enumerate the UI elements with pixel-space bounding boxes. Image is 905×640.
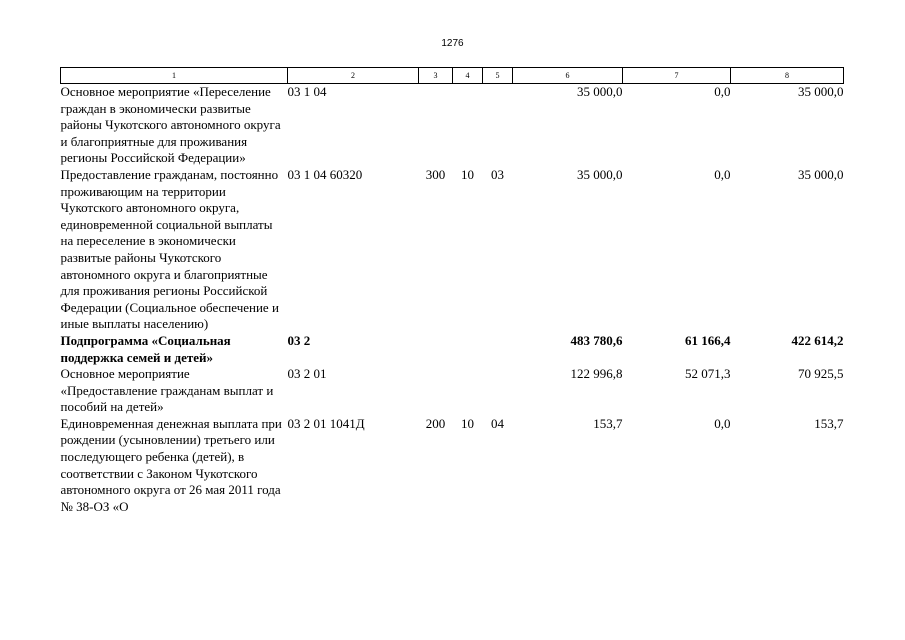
column-number-header-row bbox=[61, 68, 844, 84]
column-header-4: 4 bbox=[453, 68, 483, 84]
row-col8: 153,7 bbox=[814, 415, 844, 431]
column-header-8: 8 bbox=[731, 68, 844, 84]
row-col3 bbox=[419, 366, 453, 416]
row-col3: 200 bbox=[425, 415, 446, 431]
row-name: Основное мероприятие «Предоставление гражданам выплат и пособий на детей» bbox=[60, 366, 274, 415]
row-col8: 422 614,2 bbox=[791, 332, 844, 348]
row-col7: 0,0 bbox=[714, 166, 731, 182]
row-col6: 35 000,0 bbox=[577, 166, 623, 182]
row-col5: 04 bbox=[491, 415, 504, 431]
row-col7: 52 071,3 bbox=[685, 366, 731, 382]
budget-table bbox=[60, 67, 844, 515]
row-col7: 61 166,4 bbox=[685, 332, 731, 348]
row-col5 bbox=[483, 366, 513, 416]
row-col8: 35 000,0 bbox=[798, 166, 844, 182]
row-code: 03 1 04 60320 bbox=[287, 166, 363, 182]
row-col8: 70 925,5 bbox=[798, 366, 844, 382]
row-name: Основное мероприятие «Переселение граждан в экономически развитые районы Чукотского автономного округа и благоприятные для проживания регионы Российской Федерации» bbox=[60, 84, 281, 166]
row-col3 bbox=[419, 333, 453, 366]
table-row bbox=[61, 84, 844, 167]
table-row bbox=[61, 366, 844, 416]
row-col5 bbox=[483, 84, 513, 167]
table-row bbox=[61, 167, 844, 333]
row-col3 bbox=[419, 84, 453, 167]
row-code: 03 2 01 1041Д bbox=[287, 415, 365, 431]
row-col7: 0,0 bbox=[714, 84, 731, 99]
row-name: Единовременная денежная выплата при рождении (усыновлении) третьего или последующего ребенка (детей), в соответствии с Законом Чукотского автономного округа от 26 мая 2011 года № 38-ОЗ «О bbox=[60, 415, 282, 514]
column-header-2: 2 bbox=[288, 68, 419, 84]
row-col6: 483 780,6 bbox=[570, 332, 623, 348]
row-col3: 300 bbox=[425, 166, 446, 182]
column-header-5: 5 bbox=[483, 68, 513, 84]
row-col7: 0,0 bbox=[714, 415, 731, 431]
column-header-3: 3 bbox=[419, 68, 453, 84]
row-col4: 10 bbox=[461, 166, 474, 182]
table-row-subprogram bbox=[61, 333, 844, 366]
row-col4 bbox=[453, 84, 483, 167]
row-name: Подпрограмма «Социальная поддержка семей и детей» bbox=[60, 332, 231, 365]
column-header-6: 6 bbox=[513, 68, 623, 84]
column-header-1: 1 bbox=[61, 68, 288, 84]
row-col5 bbox=[483, 333, 513, 366]
row-col4: 10 bbox=[461, 415, 474, 431]
row-code: 03 2 01 bbox=[287, 366, 327, 382]
table-row bbox=[61, 416, 844, 516]
page-number: 1276 bbox=[441, 38, 464, 49]
row-col8: 35 000,0 bbox=[798, 84, 844, 99]
row-code: 03 1 04 bbox=[287, 84, 327, 99]
column-header-7: 7 bbox=[623, 68, 731, 84]
row-col5: 03 bbox=[491, 166, 504, 182]
row-col6: 153,7 bbox=[593, 415, 623, 431]
row-name: Предоставление гражданам, постоянно проживающим на территории Чукотского автономного округа, единовременной социальной выплаты на переселение в экономически развитые районы Чукотского автономного округа и благоприятные для проживания регионы Российской Федерации (Социальное обеспечение и иные выплаты населению) bbox=[60, 166, 279, 332]
row-col6: 35 000,0 bbox=[577, 84, 623, 99]
row-col4 bbox=[453, 333, 483, 366]
row-code: 03 2 bbox=[287, 332, 311, 348]
row-col4 bbox=[453, 366, 483, 416]
row-col6: 122 996,8 bbox=[570, 366, 623, 382]
